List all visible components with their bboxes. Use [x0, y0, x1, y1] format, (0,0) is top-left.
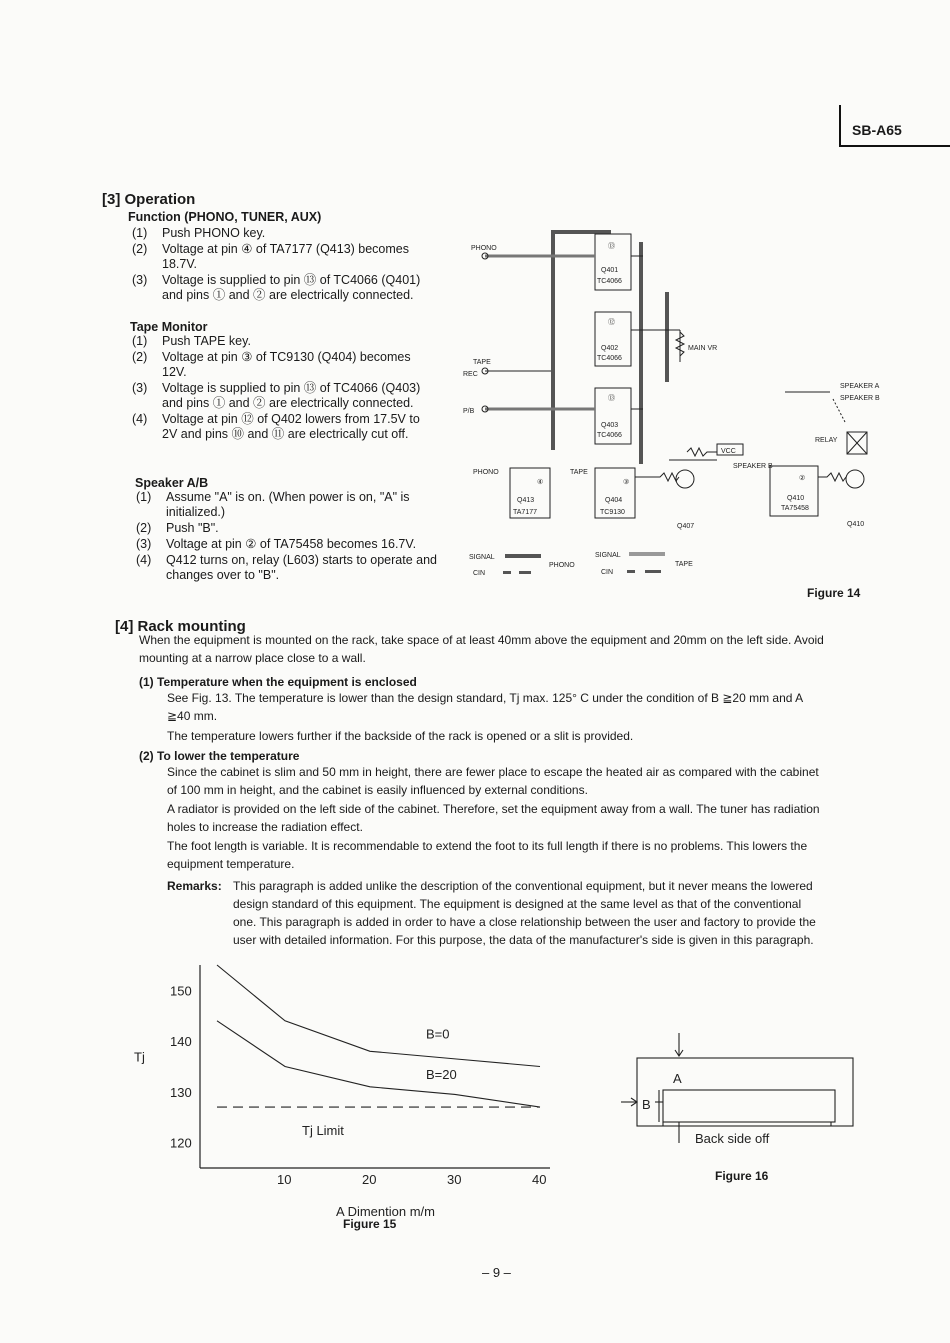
- series-label: B=20: [426, 1067, 457, 1083]
- label-q403-ic: TC4066: [597, 432, 622, 439]
- rack-sub1-p1: See Fig. 13. The temperature is lower than the design standard, Tj max. 125° C under the condition of B ≧20 mm and A ≧40 mm.: [167, 691, 803, 723]
- step-text: Voltage is supplied to pin ⑬ of TC4066 (Q401) and pins ① and ② are electrically connected.: [162, 273, 421, 302]
- step-number: (1): [132, 334, 148, 348]
- step-text: Push PHONO key.: [162, 226, 266, 240]
- y-tick-label: 120: [170, 1135, 192, 1151]
- rack-sub1-p2: The temperature lowers further if the backside of the rack is opened or a slit is provided.: [167, 729, 634, 743]
- function-title: Function (PHONO, TUNER, AUX): [128, 210, 322, 224]
- step-text: Voltage at pin ④ of TA7177 (Q413) becomes 18.7V.: [162, 242, 410, 271]
- step-text: Voltage at pin ③ of TC9130 (Q404) becomes 12V.: [162, 350, 411, 379]
- step-number: (4): [136, 553, 152, 567]
- label-speaker-b: SPEAKER B: [840, 395, 880, 402]
- model-number: SB-A65: [852, 122, 902, 138]
- label-tape-rec: TAPE: [473, 359, 491, 366]
- label-pin13-q403: ⑬: [608, 395, 615, 402]
- legend-tape: TAPE: [675, 561, 693, 568]
- label-q404: Q404: [605, 497, 623, 504]
- tape-monitor-step: [132, 350, 437, 380]
- step-text: Voltage is supplied to pin ⑬ of TC4066 (Q403) and pins ① and ② are electrically connected.: [162, 381, 421, 410]
- cin-bar: [551, 230, 555, 450]
- step-number: (4): [132, 412, 148, 426]
- series-line-1: [217, 1021, 540, 1107]
- legend-cin-2: CIN: [601, 569, 614, 576]
- function-step: [132, 273, 437, 303]
- tape-monitor-step: [132, 334, 437, 349]
- equipment-outline: [663, 1090, 835, 1122]
- step-number: (3): [136, 537, 152, 551]
- step-number: (2): [132, 242, 148, 256]
- legend-cin-1: CIN: [473, 570, 486, 577]
- speaker-ab-step: [136, 521, 441, 536]
- step-text: Assume "A" is on. (When power is on, "A" is initialized.): [166, 490, 410, 519]
- label-pin3: ③: [623, 479, 630, 486]
- figure14-schematic: [455, 222, 885, 582]
- step-text: Voltage at pin ② of TA75458 becomes 16.7V.: [166, 537, 417, 551]
- step-number: (1): [136, 490, 152, 504]
- rack-sub2-p2: A radiator is provided on the left side of the cabinet. Therefore, set the equipment away from a wall. The tuner has radiation holes to increase the radiation effect.: [167, 802, 820, 834]
- label-speaker-a: SPEAKER A: [840, 383, 880, 390]
- step-text: Q412 turns on, relay (L603) starts to operate and changes over to "B".: [166, 553, 437, 582]
- speaker-ab-title: Speaker A/B: [135, 476, 209, 490]
- function-step: [132, 226, 437, 241]
- label-q410-a: Q410: [787, 495, 805, 502]
- tape-monitor-title: Tape Monitor: [130, 320, 208, 334]
- remarks-label: Remarks:: [167, 879, 222, 893]
- label-phono-block: PHONO: [473, 469, 499, 476]
- label-q402-ic: TC4066: [597, 355, 622, 362]
- legend-signal-1: SIGNAL: [469, 554, 495, 561]
- x-tick-label: 20: [362, 1172, 377, 1187]
- step-number: (3): [132, 381, 148, 395]
- label-q402: Q402: [601, 345, 619, 352]
- label-pin12: ⑫: [608, 319, 615, 326]
- rack-intro: When the equipment is mounted on the rack, take space of at least 40mm above the equipment and 20mm on the left side. Avoid mounting at a narrow place close to a wall.: [139, 633, 824, 665]
- function-steps: [132, 226, 437, 304]
- label-q413: Q413: [517, 497, 535, 504]
- y-tick-label: 130: [170, 1084, 192, 1100]
- series-label: Tj Limit: [302, 1123, 344, 1139]
- legend-phono: PHONO: [549, 562, 575, 569]
- label-q407: Q407: [677, 523, 695, 530]
- remarks-text: This paragraph is added unlike the description of the conventional equipment, but it never means the lowered design standard of this equipment. The equipment is designed at the same level as that of the conventional one. This paragraph is added in order to have a close relationship between the user and factory to provide the user with detailed information. For this purpose, the data of the manufacturer's side is given in this paragraph.: [233, 879, 816, 947]
- label-q410-ic: TA75458: [781, 505, 809, 512]
- label-q401-ic: TC4066: [597, 278, 622, 285]
- y-axis-label: Tj: [134, 1049, 145, 1065]
- speaker-ab-step: [136, 537, 441, 552]
- step-number: (2): [132, 350, 148, 364]
- x-axis-label: A Dimention m/m: [336, 1204, 435, 1219]
- step-number: (1): [132, 226, 148, 240]
- label-phono-in: PHONO: [471, 245, 497, 252]
- x-tick-label: 40: [532, 1172, 547, 1187]
- step-text: Push TAPE key.: [162, 334, 251, 348]
- label-pin4: ④: [537, 479, 544, 486]
- speaker-ab-steps: [136, 490, 441, 584]
- figure16-caption: Figure 16: [715, 1169, 769, 1183]
- figure15-caption: Figure 15: [343, 1217, 397, 1231]
- x-tick-label: 30: [447, 1172, 462, 1187]
- function-step: [132, 242, 437, 272]
- legend-signal-2: SIGNAL: [595, 552, 621, 559]
- y-tick-label: 140: [170, 1034, 192, 1050]
- speaker-ab-step: [136, 490, 441, 520]
- label-b: B: [642, 1097, 651, 1112]
- cin-bar: [665, 292, 669, 382]
- figure15-chart: [120, 960, 570, 1240]
- cin-bar: [639, 242, 643, 464]
- label-pb: P/B: [463, 408, 475, 415]
- label-q401: Q401: [601, 267, 619, 274]
- rack-sub2-p3: The foot length is variable. It is recommendable to extend the foot to its full length if there is no problems. This lowers the equipment temperature.: [167, 839, 808, 871]
- series-line-0: [217, 965, 540, 1067]
- page-number: – 9 –: [482, 1265, 511, 1280]
- rack-outline: [637, 1058, 853, 1126]
- x-tick-label: 10: [277, 1172, 292, 1187]
- label-pin13-q401: ⑬: [608, 243, 615, 250]
- figure16-diagram: [615, 1028, 855, 1153]
- label-tape-block: TAPE: [570, 469, 588, 476]
- label-relay: RELAY: [815, 437, 838, 444]
- series-label: B=0: [426, 1026, 450, 1042]
- tape-monitor-steps: [132, 334, 437, 443]
- label-vcc: VCC: [721, 448, 736, 455]
- label-rec: REC: [463, 371, 478, 378]
- step-text: Voltage at pin ⑫ of Q402 lowers from 17.5V to 2V and pins ⑩ and ⑪ are electrically cut off.: [162, 412, 420, 441]
- tape-monitor-step: [132, 381, 437, 411]
- label-q410-b: Q410: [847, 521, 865, 528]
- label-a: A: [673, 1071, 682, 1086]
- rack-sub2-title: (2) To lower the temperature: [139, 749, 300, 763]
- y-tick-label: 150: [170, 983, 192, 999]
- label-q403: Q403: [601, 422, 619, 429]
- label-pin2: ②: [799, 475, 806, 482]
- label-speaker-block: SPEAKER B: [733, 463, 773, 470]
- operation-title: [3] Operation: [102, 191, 196, 208]
- tape-monitor-step: [132, 412, 437, 442]
- step-number: (2): [136, 521, 152, 535]
- label-q413-ic: TA7177: [513, 509, 537, 516]
- rack-title: [4] Rack mounting: [115, 618, 246, 635]
- label-main-vr: MAIN VR: [688, 345, 718, 352]
- step-number: (3): [132, 273, 148, 287]
- label-q404-ic: TC9130: [600, 509, 625, 516]
- figure14-caption: Figure 14: [807, 586, 861, 600]
- label-back-side: Back side off: [695, 1131, 770, 1146]
- speaker-ab-step: [136, 553, 441, 583]
- rack-sub2-p1: Since the cabinet is slim and 50 mm in height, there are fewer place to escape the heated air as compared with the cabinet of 100 mm in height, and the cabinet is easily influenced by external conditions.: [167, 765, 819, 797]
- rack-sub1-title: (1) Temperature when the equipment is enclosed: [139, 675, 417, 689]
- step-text: Push "B".: [166, 521, 219, 535]
